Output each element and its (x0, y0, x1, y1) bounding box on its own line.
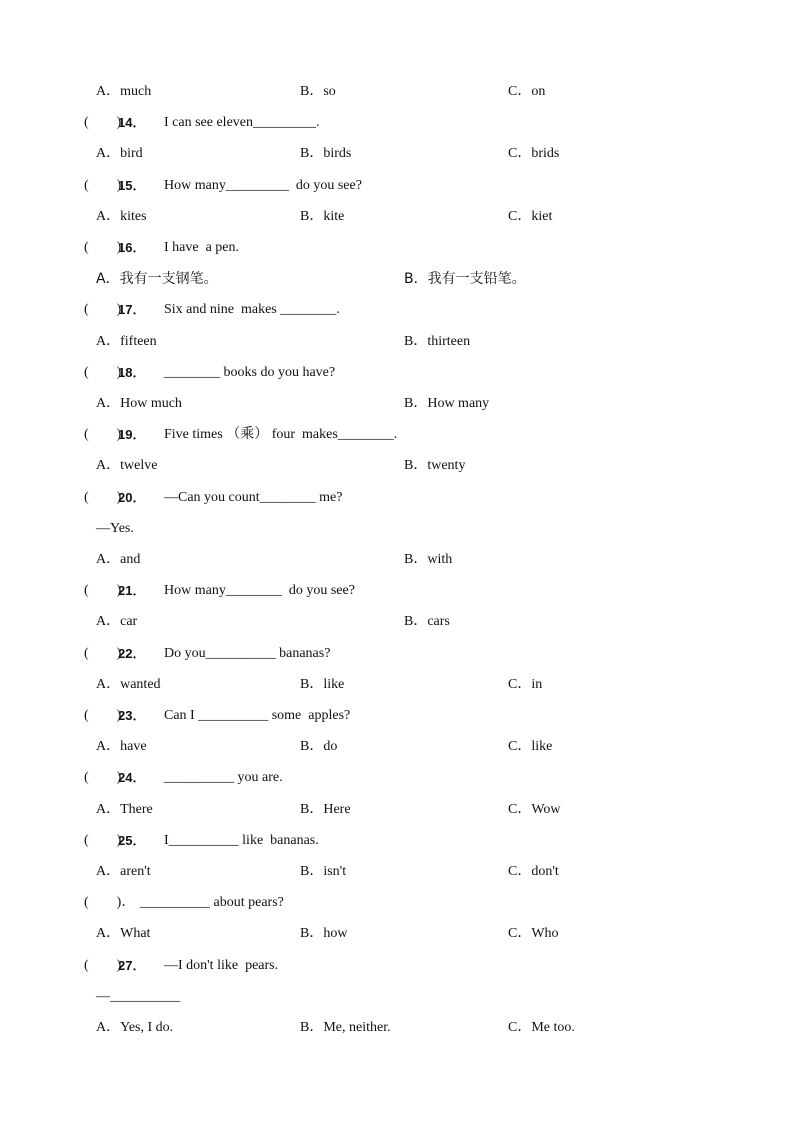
answer-bracket: ( ) (84, 770, 122, 785)
question-row (0, 955, 794, 977)
question-number: 18． (118, 365, 146, 380)
question-number: 14． (118, 115, 146, 130)
option-c: C．brids (508, 146, 560, 161)
question-number: 22． (118, 646, 146, 661)
question-text: How many________ do you see? (164, 583, 355, 598)
answer-bracket: ( ) (84, 583, 122, 598)
option-a: A．wanted (96, 677, 161, 692)
options-row (0, 611, 794, 633)
question-text: Five times （乘） four makes________. (164, 427, 398, 442)
options-row (0, 393, 794, 415)
question-number: 15． (118, 178, 146, 193)
options-row (0, 143, 794, 165)
option-a: A．aren't (96, 864, 151, 879)
answer-bracket: ( ) (84, 365, 122, 380)
option-c: C．on (508, 84, 546, 99)
option-b: B．birds (300, 146, 352, 161)
options-row (0, 81, 794, 103)
answer-bracket: ( ) (84, 178, 122, 193)
option-c: C．kiet (508, 209, 553, 224)
answer-bracket: ( ) (84, 646, 122, 661)
options-row (0, 923, 794, 945)
question-text: ________ books do you have? (164, 365, 336, 380)
option-b: B．how (300, 926, 348, 941)
question-row (0, 487, 794, 509)
question-text: I can see eleven_________. (164, 115, 320, 130)
question-number: 24． (118, 770, 146, 785)
question-number: 23． (118, 708, 146, 723)
option-c: C．in (508, 677, 543, 692)
question-text: —I don't like pears. (164, 958, 279, 973)
option-c: C．don't (508, 864, 559, 879)
question-number: 17． (118, 302, 146, 317)
option-b: B．do (300, 739, 338, 754)
question-row (0, 237, 794, 259)
question-row (0, 705, 794, 727)
question-text: __________ you are. (164, 770, 283, 785)
option-a: A．What (96, 926, 151, 941)
option-a: A．much (96, 84, 152, 99)
question-text: How many_________ do you see? (164, 178, 362, 193)
answer-bracket: ( ) (84, 708, 122, 723)
option-a: A．How much (96, 396, 182, 411)
dialogue-text: —Yes. (96, 521, 134, 536)
answer-bracket: ( ) (84, 302, 122, 317)
answer-bracket: ( )． (84, 895, 136, 910)
question-text: —Can you count________ me? (164, 490, 343, 505)
question-text: Can I __________ some apples? (164, 708, 351, 723)
question-row (0, 424, 794, 446)
option-a: A．twelve (96, 458, 158, 473)
options-row (0, 268, 794, 290)
question-row (0, 580, 794, 602)
option-c: C．Wow (508, 802, 561, 817)
options-row (0, 455, 794, 477)
question-text: I__________ like bananas. (164, 833, 319, 848)
options-row (0, 861, 794, 883)
question-row (0, 112, 794, 134)
options-row (0, 674, 794, 696)
question-row (0, 830, 794, 852)
option-c: C．like (508, 739, 553, 754)
question-number: 16． (118, 240, 146, 255)
option-a: A．fifteen (96, 334, 157, 349)
option-b: B．twenty (404, 458, 466, 473)
question-text: Do you__________ bananas? (164, 646, 331, 661)
option-b: B．kite (300, 209, 345, 224)
option-a: A．kites (96, 209, 147, 224)
option-c: C．Who (508, 926, 559, 941)
question-number: 21． (118, 583, 146, 598)
question-number: 27． (118, 958, 146, 973)
options-row (0, 331, 794, 353)
option-b: B．so (300, 84, 336, 99)
question-text: Six and nine makes ________. (164, 302, 340, 317)
question-row (0, 175, 794, 197)
option-a: A．There (96, 802, 153, 817)
question-row (0, 643, 794, 665)
dialogue-line (0, 986, 794, 1008)
answer-bracket: ( ) (84, 958, 122, 973)
options-row (0, 1017, 794, 1039)
question-number: 20． (118, 490, 146, 505)
option-a: A．and (96, 552, 141, 567)
answer-bracket: ( ) (84, 427, 122, 442)
answer-bracket: ( ) (84, 490, 122, 505)
question-row (0, 892, 794, 914)
option-a: A．我有一支钢笔。 (96, 271, 218, 287)
option-b: B．我有一支铅笔。 (404, 271, 526, 287)
dialogue-text: —__________ (96, 989, 180, 1004)
answer-bracket: ( ) (84, 115, 122, 130)
options-row (0, 549, 794, 571)
option-c: C．Me too. (508, 1020, 575, 1035)
option-a: A．have (96, 739, 147, 754)
question-number: 19． (118, 427, 146, 442)
option-b: B．Me, neither. (300, 1020, 391, 1035)
options-row (0, 206, 794, 228)
answer-bracket: ( ) (84, 240, 122, 255)
options-row (0, 799, 794, 821)
question-row (0, 299, 794, 321)
option-b: B．thirteen (404, 334, 471, 349)
option-b: B．with (404, 552, 453, 567)
option-a: A．bird (96, 146, 143, 161)
question-row (0, 767, 794, 789)
question-text: __________ about pears? (140, 895, 284, 910)
option-b: B．isn't (300, 864, 347, 879)
option-b: B．cars (404, 614, 450, 629)
question-text: I have a pen. (164, 240, 240, 255)
answer-bracket: ( ) (84, 833, 122, 848)
option-a: A．car (96, 614, 138, 629)
options-row (0, 736, 794, 758)
dialogue-line (0, 518, 794, 540)
option-a: A．Yes, I do. (96, 1020, 174, 1035)
option-b: B．Here (300, 802, 351, 817)
option-b: B．like (300, 677, 345, 692)
question-row (0, 362, 794, 384)
option-b: B．How many (404, 396, 490, 411)
question-number: 25． (118, 833, 146, 848)
